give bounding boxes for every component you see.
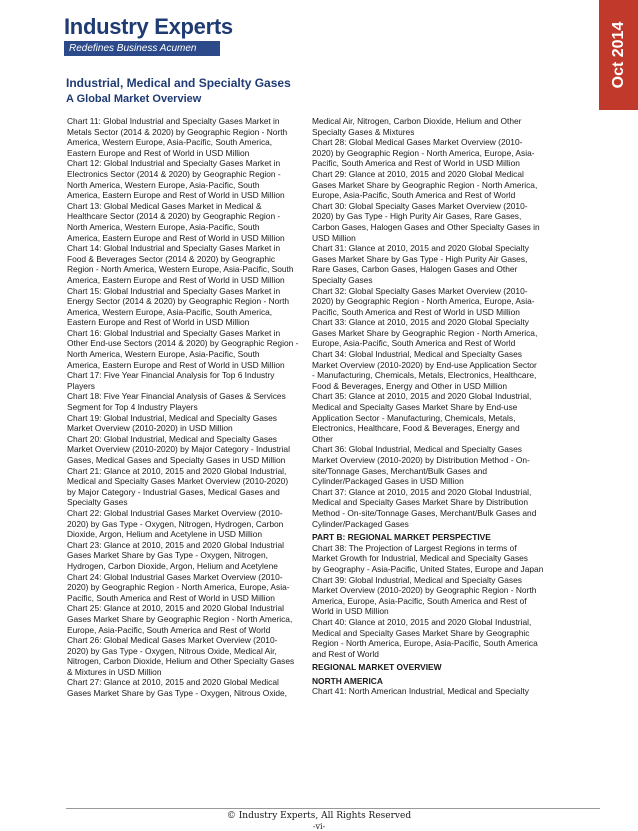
footer-divider xyxy=(66,808,600,809)
toc-entry: Chart 36: Global Industrial, Medical and Specialty Gases Market Overview (2010-2020) by Distribution Method - On- site/Tonnage Gases, Merchant/Bulk Gases and Cylinder/Packaged Gases in USD Million xyxy=(312,444,530,487)
toc-entry: Medical Air, Nitrogen, Carbon Dioxide, Helium and Other Specialty Gases & Mixtures xyxy=(312,116,522,137)
toc-entry: Chart 15: Global Industrial and Specialty Gases Market in Energy Sector (2014 & 2020) by Geographic Region - North America, Western Europe, Asia-Pacific, South America, Eastern Europe and Rest of World in USD Million xyxy=(67,285,290,328)
toc-entry: Chart 14: Global Industrial and Specialty Gases Market in Food & Beverages Sector (2014 & 2020) by Geographic Region - North America, Western Europe, Asia-Pacific, South America, Eastern Europe and Rest of World in USD Million xyxy=(67,243,294,285)
toc-entry: Chart 28: Global Medical Gases Market Overview (2010- 2020) by Geographic Region - North America, Europe, Asia- Pacific, South America and Rest of World in USD Million xyxy=(312,137,535,169)
toc-right-column xyxy=(312,116,602,697)
toc-entry: Chart 32: Global Specialty Gases Market Overview (2010- 2020) by Geographic Region - North America, Europe, Asia- Pacific, South America and Rest of World in USD Million xyxy=(312,285,535,317)
toc-section-heading: NORTH AMERICA xyxy=(312,675,383,686)
toc-entry: Chart 29: Glance at 2010, 2015 and 2020 Global Medical Gases Market Share by Geographic Region - North America, Europe, Asia-Pacific, South America and Rest of World xyxy=(312,168,538,201)
toc-section-heading: PART B: REGIONAL MARKET PERSPECTIVE xyxy=(312,532,491,543)
page-number: -vi- xyxy=(312,822,326,831)
toc-entry: Chart 13: Global Medical Gases Market in Medical & Healthcare Sector (2014 & 2020) by Geographic Region - North America, Western Europe, Asia-Pacific, South America, Eastern Europe and Rest of World in USD Million xyxy=(67,200,285,243)
toc-entry: Chart 30: Global Specialty Gases Market Overview (2010- 2020) by Gas Type - High Purity Air Gases, Rare Gases, Carbon Gases, Halogen Gases and Other Specialty Gases in USD Million xyxy=(312,200,540,243)
toc-entry: Chart 12: Global Industrial and Specialty Gases Market in Electronics Sector (2014 & 2020) by Geographic Region - North America, Western Europe, Asia-Pacific, South America, Eastern Europe and Rest of World in USD Million xyxy=(67,158,285,201)
toc-entry: Chart 21: Glance at 2010, 2015 and 2020 Global Industrial, Medical and Specialty Gases Market Overview (2010-2020) by Major Category - Industrial Gases, Medical Gases and Specialty Gases xyxy=(67,465,289,508)
toc-entry: Chart 39: Global Industrial, Medical and Specialty Gases Market Overview (2010-2020) by Geographic Region - North America, Europe, Asia-Pacific, South America and Rest of World in USD Million xyxy=(312,574,537,617)
report-title: Industrial, Medical and Specialty Gases xyxy=(66,76,291,90)
report-subtitle: A Global Market Overview xyxy=(66,93,202,105)
date-tab xyxy=(599,0,638,110)
toc-entry: Chart 20: Global Industrial, Medical and Specialty Gases Market Overview (2010-2020) by Major Category - Industrial Gases, Medical Gases and Specialty Gases in USD Million xyxy=(67,433,290,465)
toc-entry: Chart 35: Glance at 2010, 2015 and 2020 Global Industrial, Medical and Specialty Gases Market Share by End-use Application Sector - Manufacturing, Chemicals, Metals, Electronics, Healthcare, Food & Beverages, Energy and Other xyxy=(312,391,532,444)
toc-entry: Chart 22: Global Industrial Gases Market Overview (2010- 2020) by Gas Type - Oxygen, Nitrogen, Hydrogen, Carbon Dioxide, Argon, Helium and Acetylene in USD Million xyxy=(67,507,284,540)
toc-entry: Chart 37: Glance at 2010, 2015 and 2020 Global Industrial, Medical and Specialty Gases Market Share by Distribution Method - On-site/Tonnage Gases, Merchant/Bulk Gases and Cylinder/Packaged Gases xyxy=(312,486,537,529)
logo-text: Industry Experts xyxy=(64,14,233,39)
toc-entry: Chart 31: Glance at 2010, 2015 and 2020 Global Specialty Gases Market Share by Gas Type - High Purity Air Gases, Rare Gases, Carbon Gases, Halogen Gases and Other Specialty Gases xyxy=(312,243,529,285)
toc-entry: Chart 41: North American Industrial, Medical and Specialty xyxy=(312,686,529,697)
toc-entry: Chart 33: Glance at 2010, 2015 and 2020 Global Specialty Gases Market Share by Geographic Region - North America, Europe, Asia-Pacific, South America and Rest of World xyxy=(312,317,538,349)
toc-entry: Chart 23: Glance at 2010, 2015 and 2020 Global Industrial Gases Market Share by Gas Type - Oxygen, Nitrogen, Hydrogen, Carbon Dioxide, Argon, Helium and Acetylene xyxy=(67,539,284,571)
toc-left-column xyxy=(67,116,303,699)
toc-entry: Chart 27: Glance at 2010, 2015 and 2020 Global Medical Gases Market Share by Gas Type - Oxygen, Nitrous Oxide, xyxy=(67,677,288,699)
toc-section-heading: REGIONAL MARKET OVERVIEW xyxy=(312,662,442,673)
toc-entry: Chart 24: Global Industrial Gases Market Overview (2010- 2020) by Geographic Region - North America, Europe, Asia- Pacific, South America and Rest of World in USD Million xyxy=(67,571,290,603)
logo-tagline: Redefines Business Acumen xyxy=(64,41,220,56)
company-logo xyxy=(64,14,324,56)
toc-entry: Chart 34: Global Industrial, Medical and Specialty Gases Market Overview (2010-2020) by End-use Application Sector - Manufacturing, Chemicals, Metals, Electronics, Healthcare, Food & Beverages, Energy and Other in USD Million xyxy=(312,349,537,391)
toc-entry: Chart 17: Five Year Financial Analysis for Top 6 Industry Players xyxy=(67,370,275,391)
footer-copyright: © Industry Experts, All Rights Reserved xyxy=(226,811,412,821)
toc-entry: Chart 25: Glance at 2010, 2015 and 2020 Global Industrial Gases Market Share by Geographic Region - North America, Europe, Asia-Pacific, South America and Rest of World xyxy=(67,603,293,635)
toc-entry: Chart 18: Five Year Financial Analysis of Gases & Services Segment for Top 4 Industry Players xyxy=(67,391,286,413)
toc-entry: Chart 38: The Projection of Largest Regions in terms of Market Growth for Industrial, Medical and Specialty Gases by Geography - Asia-Pacific, United States, Europe and Japan xyxy=(312,542,544,574)
toc-entry: Chart 11: Global Industrial and Specialty Gases Market in Metals Sector (2014 & 2020) by Geographic Region - North America, Western Europe, Asia-Pacific, South America, Eastern Europe and Rest of World in USD Million xyxy=(67,116,288,158)
date-tab-label: Oct 2014 xyxy=(609,21,627,89)
toc-entry: Chart 16: Global Industrial and Specialty Gases Market in Other End-use Sectors (2014 & 2020) by Geographic Region - North America, Western Europe, Asia-Pacific, South America, Eastern Europe and Rest of World in USD Million xyxy=(67,327,299,370)
toc-entry: Chart 26: Global Medical Gases Market Overview (2010- 2020) by Gas Type - Oxygen, Nitrous Oxide, Medical Air, Nitrogen, Carbon Dioxide, Helium and Other Specialty Gases & Mixtures in USD Million xyxy=(67,635,295,677)
toc-entry: Chart 40: Glance at 2010, 2015 and 2020 Global Industrial, Medical and Specialty Gases Market Share by Geographic Region - North America, Europe, Asia-Pacific, South America and Rest of World xyxy=(312,616,538,659)
toc-entry: Chart 19: Global Industrial, Medical and Specialty Gases Market Overview (2010-2020) in USD Million xyxy=(67,412,277,434)
